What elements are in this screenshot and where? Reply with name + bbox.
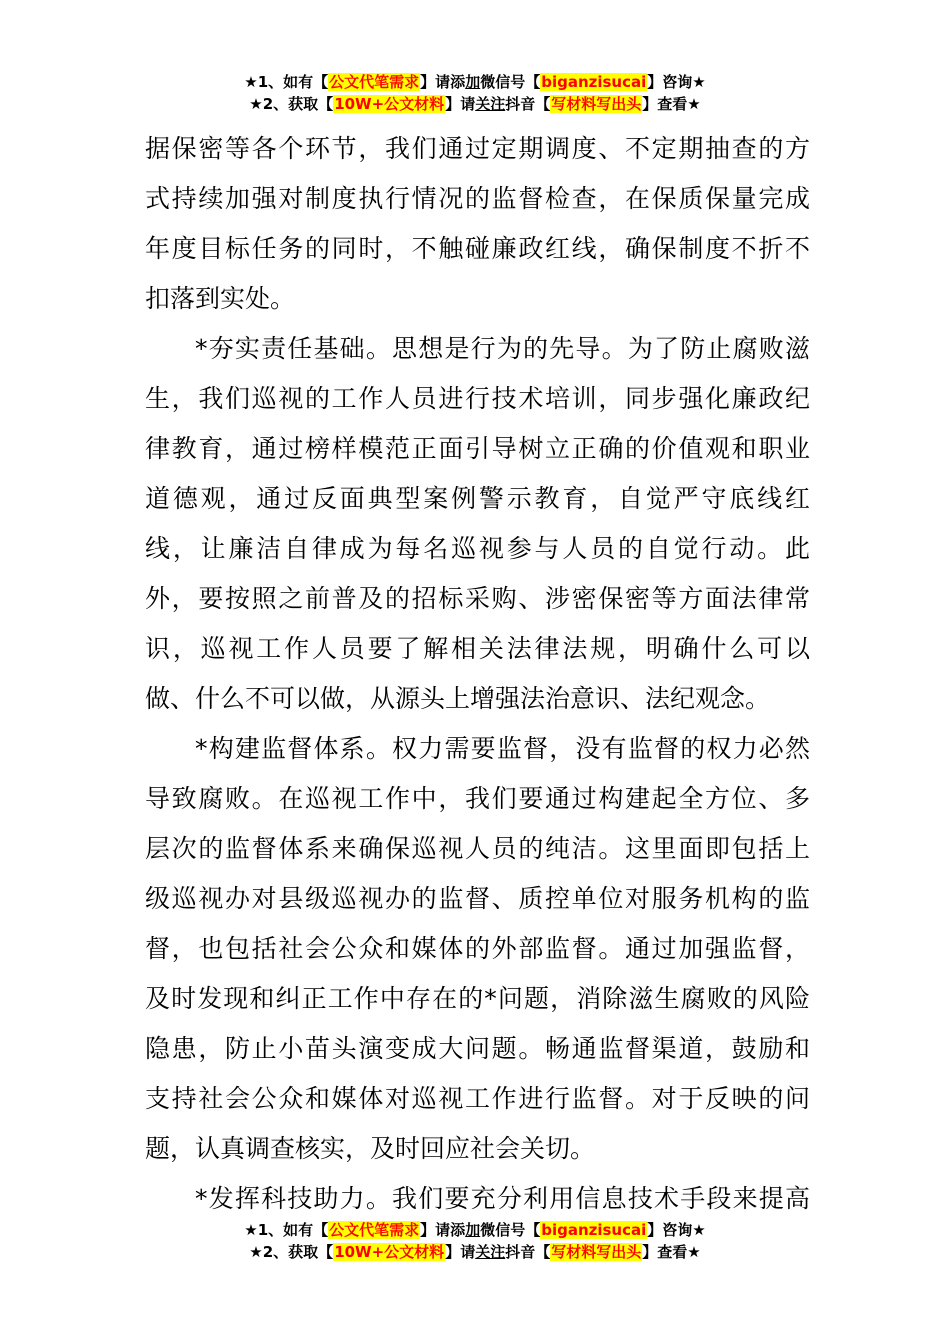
text-line: 年度目标任务的同时，不触碰廉政红线，确保制度不折不 <box>145 234 810 263</box>
text-line: 识，巡视工作人员要了解相关法律法规，明确什么可以 <box>145 634 810 663</box>
banner-highlight-materials: 10W+公文材料 <box>334 1243 445 1261</box>
text-line: 支持社会公众和媒体对巡视工作进行监督。对于反映的问 <box>145 1084 810 1113</box>
banner-highlight-douyin-account: 写材料写出头 <box>551 95 642 113</box>
banner-line-1 <box>0 1219 950 1241</box>
banner-highlight-wechat-id: biganzisucai <box>541 1221 647 1239</box>
paragraph-heading-line: *夯实责任基础。思想是行为的先导。为了防止腐败滋 <box>195 334 810 363</box>
banner-highlight-service: 公文代笔需求 <box>329 1221 420 1239</box>
text-line: 层次的监督体系来确保巡视人员的纯洁。这里面即包括上 <box>145 834 810 863</box>
text-line: 及时发现和纠正工作中存在的*问题，消除滋生腐败的风险 <box>145 984 810 1013</box>
banner-line-2 <box>0 93 950 115</box>
text-line: 扣落到实处。 <box>145 284 296 313</box>
text-line: 生，我们巡视的工作人员进行技术培训，同步强化廉政纪 <box>145 384 810 413</box>
banner-line-1-prefix: ★1、如有【 <box>244 73 329 91</box>
banner-line-2 <box>0 1241 950 1263</box>
banner-line-2-suffix: 】查看★ <box>642 1243 701 1261</box>
banner-highlight-wechat-id: biganzisucai <box>541 73 647 91</box>
text-line: 做、什么不可以做，从源头上增强法治意识、法纪观念。 <box>145 684 771 713</box>
paragraph-heading-line: *构建监督体系。权力需要监督，没有监督的权力必然 <box>195 734 810 763</box>
text-line: 题，认真调查核实，及时回应社会关切。 <box>145 1134 596 1163</box>
header-banner <box>0 71 950 115</box>
text-line: 督，也包括社会公众和媒体的外部监督。通过加强监督， <box>145 934 810 963</box>
banner-line-1-prefix: ★1、如有【 <box>244 1221 329 1239</box>
document-body <box>145 124 810 1224</box>
text-line: 外，要按照之前普及的招标采购、涉密保密等方面法律常 <box>145 584 810 613</box>
banner-highlight-douyin-account: 写材料写出头 <box>551 1243 642 1261</box>
banner-line-2-mid: 】请关注抖音【 <box>445 1243 551 1261</box>
text-line: 据保密等各个环节，我们通过定期调度、不定期抽查的方 <box>145 134 810 163</box>
banner-line-1-mid: 】请添加微信号【 <box>420 1221 541 1239</box>
text-line: 式持续加强对制度执行情况的监督检查，在保质保量完成 <box>145 184 810 213</box>
text-line: 线，让廉洁自律成为每名巡视参与人员的自觉行动。此 <box>145 534 810 563</box>
paragraph-heading-line: *发挥科技助力。我们要充分利用信息技术手段来提高 <box>195 1184 810 1213</box>
banner-line-2-suffix: 】查看★ <box>642 95 701 113</box>
text-line: 级巡视办对县级巡视办的监督、质控单位对服务机构的监 <box>145 884 810 913</box>
text-line: 道德观，通过反面典型案例警示教育，自觉严守底线红 <box>145 484 810 513</box>
banner-line-2-mid: 】请关注抖音【 <box>445 95 551 113</box>
banner-line-1-mid: 】请添加微信号【 <box>420 73 541 91</box>
footer-banner <box>0 1219 950 1263</box>
banner-line-1 <box>0 71 950 93</box>
banner-line-1-suffix: 】咨询★ <box>647 73 706 91</box>
text-line: 隐患，防止小苗头演变成大问题。畅通监督渠道，鼓励和 <box>145 1034 810 1063</box>
banner-line-1-suffix: 】咨询★ <box>647 1221 706 1239</box>
banner-line-2-prefix: ★2、获取【 <box>249 1243 334 1261</box>
banner-highlight-service: 公文代笔需求 <box>329 73 420 91</box>
text-line: 律教育，通过榜样模范正面引导树立正确的价值观和职业 <box>145 434 810 463</box>
banner-highlight-materials: 10W+公文材料 <box>334 95 445 113</box>
text-line: 导致腐败。在巡视工作中，我们要通过构建起全方位、多 <box>145 784 810 813</box>
banner-line-2-prefix: ★2、获取【 <box>249 95 334 113</box>
